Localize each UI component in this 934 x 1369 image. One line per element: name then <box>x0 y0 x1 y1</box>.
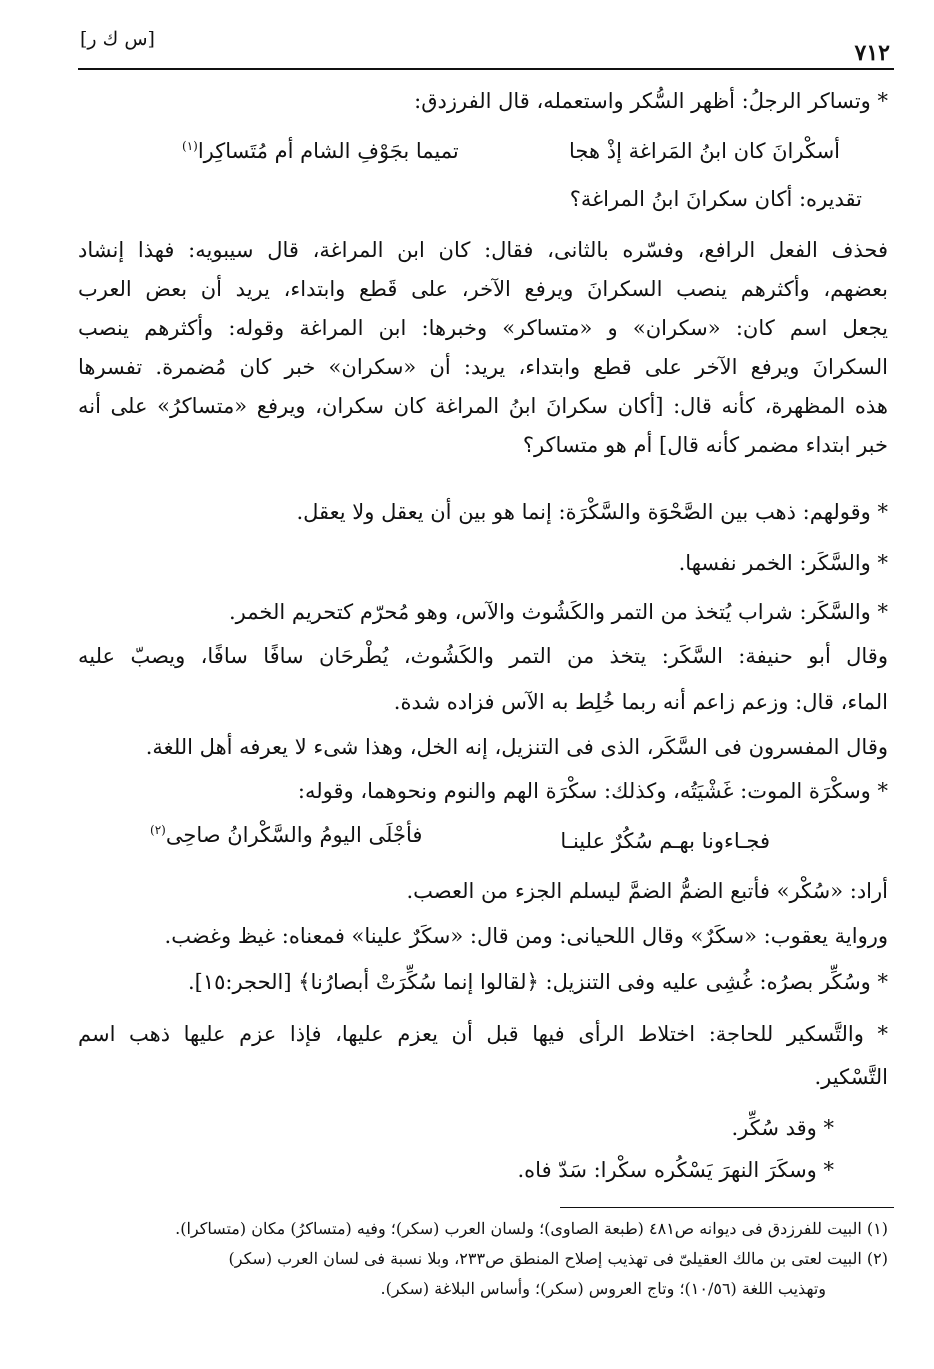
text-line: * والسَّكَر: الخمر نفسها. <box>678 551 888 575</box>
text-line: * وقد سُكِّر. <box>731 1116 834 1140</box>
footnote: (١) البيت للفرزدق فى ديوانه ص٤٨١ (طبعة الصاوى)؛ ولسان العرب (سكر)؛ وفيه (متساكرُ) مكان (متساكرا). <box>175 1219 888 1238</box>
text-line: بعضهم، وأكثرهم ينصب السكرانَ ويرفع الآخر، على قَطع وابتداء، يريد أن بعض العرب <box>78 277 888 301</box>
text-line: * وسُكِّر بصرُه: غُشِى عليه وفى التنزيل: ﴿لقالوا إنما سُكِّرَتْ أبصارُنا﴾ [الحجر:١٥]. <box>187 970 888 994</box>
page-number: ٧١٢ <box>854 40 890 66</box>
text-line: * وتساكر الرجلُ: أظهر السُّكر واستعمله، قال الفرزدق: <box>414 89 888 113</box>
text-line: * وسكْرَة الموت: غَشْيَتُه، وكذلك: سكْرَة الهم والنوم ونحوهما، وقوله: <box>297 779 888 803</box>
text-line: يجعل اسم كان: «سكران» و «متساكر» وخبرها: ابن المراغة وقوله: وأكثرهم ينصب <box>78 316 888 340</box>
poem-first-hemistich: فجـاءونا بهـم سُكُرٌ علينـا <box>560 829 770 853</box>
footnote: وتهذيب اللغة (١٠/٥٦)؛ وتاج العروس (سكر)؛ وأساس البلاغة (سكر). <box>380 1279 826 1298</box>
section-header: [س ك ر] <box>80 28 155 50</box>
text-line: الماء، قال: وزعم زاعم أنه ربما خُلِط به الآس فزاده شدة. <box>393 690 888 714</box>
text-line: التَّسْكير. <box>814 1065 888 1089</box>
poem-second-hemistich <box>182 136 459 166</box>
text-line: فحذف الفعل الرافع، وفسّره بالثانى، فقال: كان ابن المراغة، قال سيبويه: فهذا إنشاد <box>78 238 888 262</box>
poem-second-text: فأجْلَى اليومُ والسَّكْرانُ صاحِى <box>165 823 423 847</box>
header-rule <box>78 68 894 70</box>
poem-second-text: تميما بجَوْفِ الشام أم مُتَساكِرا <box>197 139 459 163</box>
text-line: * والسَّكَر: شراب يُتخذ من التمر والكَشُوث والآس، وهو مُحرّم كتحريم الخمر. <box>228 600 888 624</box>
footnote-marker: (١) <box>182 139 198 153</box>
footnote-marker: (٢) <box>150 823 166 837</box>
text-line: * والتَّسكير للحاجة: اختلاط الرأى فيها قبل أن يعزم عليها، فإذا عزم عليها ذهب اسم <box>78 1022 888 1046</box>
text-line: أراد: «سُكْر» فأتبع الضمُّ الضمَّ ليسلم الجزء من العصب. <box>406 879 888 903</box>
text-line: * وسكَرَ النهرَ يَسْكُره سكْرا: سَدّ فاه. <box>517 1158 834 1182</box>
text-line: تقديره: أكان سكرانَ ابنُ المراغة؟ <box>569 187 862 211</box>
poem-second-hemistich <box>150 820 422 850</box>
text-line: السكرانَ ويرفع الآخر على قطع وابتداء، يريد: أن «سكران» خبر كان مُضمرة. تفسرها <box>78 355 888 379</box>
text-line: * وقولهم: ذهب بين الصَّحْوَة والسَّكْرَة: إنما هو بين أن يعقل ولا يعقل. <box>296 500 888 524</box>
text-line: ورواية يعقوب: «سكَرٌ» وقال اللحيانى: ومن قال: «سكَرٌ علينا» فمعناه: غيظ وغضب. <box>164 924 888 948</box>
footnote-rule <box>560 1207 894 1208</box>
text-line: خبر ابتداء مضمر كأنه قال] أم هو متساكر؟ <box>522 433 888 457</box>
text-line: هذه المظهرة، كأنه قال: [أكان سكرانَ ابنُ المراغة كان سكران، ويرفع «متساكرُ» على أنه <box>78 394 888 418</box>
poem-first-hemistich: أسكْرانَ كان ابنُ المَراغة إذْ هجا <box>569 139 840 163</box>
footnote: (٢) البيت لعتى بن مالك العقيلىّ فى تهذيب إصلاح المنطق ص٢٣٣، وبلا نسبة فى لسان العرب (سكر) <box>228 1249 888 1268</box>
text-line: وقال أبو حنيفة: السَّكَر: يتخذ من التمر والكَشُوث، يُطْرحَان سافًا سافًا، ويصبّ عليه <box>78 644 888 668</box>
text-line: وقال المفسرون فى السَّكَر، الذى فى التنزيل، إنه الخل، وهذا شىء لا يعرفه أهل اللغة. <box>145 735 888 759</box>
